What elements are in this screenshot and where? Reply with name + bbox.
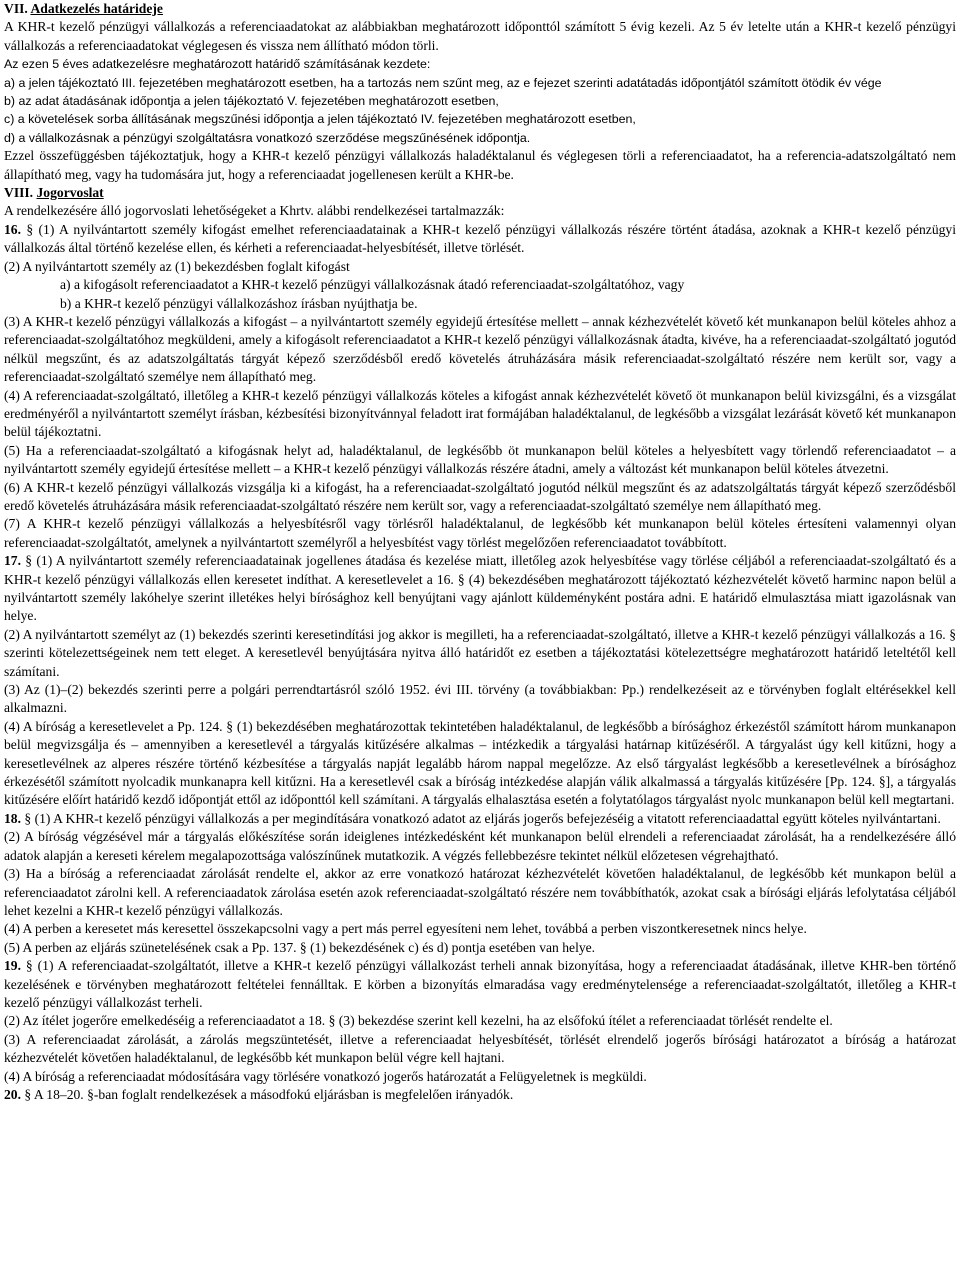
paragraph: (5) Ha a referenciaadat-szolgáltató a kifogásnak helyt ad, haladéktalanul, de legkésőbb öt munkanapon belül köteles a helyesbített vagy törlendő referenciaadatot – a nyilvántartott személy egyidejű értesítése mellett – a KHR-t kezelő pénzügyi vállalkozás részére átadni, amely a változást két munkanapon belül köteles átvezetni.	[4, 442, 956, 477]
section-heading-viii	[4, 184, 956, 202]
paragraph: (2) A nyilvántartott személyt az (1) bekezdés szerinti keresetindítási jog akkor is megilleti, ha a referenciaadat-szolgáltató, illetve a KHR-t kezelő pénzügyi vállalkozás a 16. § szerinti kötelezettségeinek nem tett eleget. A keresetlevél benyújtására nyitva álló határidőt ez esetben a tájékoztatási kötelezettségre meghatározott határidő leteltétől kell számítani.	[4, 626, 956, 679]
paragraph-19	[4, 957, 956, 1012]
list-item: c) a követelések sorba állításának megszűnési időpontja a jelen tájékoztató IV. fejezetében meghatározott esetben,	[4, 112, 636, 127]
paragraph: (3) A referenciaadat zárolását, a zárolás megszüntetését, illetve a referenciaadat helyesbítését, törlését elrendelő jogerős bírósági határozatot a bíróság a határozat kézhezvételét követően haladéktalanul, de legkésőbb két munkapon belül végre kell hajtani.	[4, 1031, 956, 1066]
paragraph-number: 20.	[4, 1086, 21, 1102]
paragraph: (4) A bíróság a referenciaadat módosítására vagy törlésére vonatkozó jogerős határozatát a Felügyeletnek is megküldi.	[4, 1068, 647, 1084]
paragraph-text: § (1) A nyilvántartott személy kifogást emelhet referenciaadatainak a KHR-t kezelő pénzügyi vállalkozás részére történt átadása, azoknak a KHR-t kezelő pénzügyi vállalkozás által történő kezelése ellen, és kérheti a referenciaadat-helyesbítését, illetve törlését.	[4, 221, 956, 256]
section-title: Adatkezelés határideje	[30, 1, 163, 16]
paragraph-18	[4, 810, 956, 828]
paragraph: (4) A bíróság a keresetlevelet a Pp. 124. § (1) bekezdésében meghatározottak tekintetében haladéktalanul, de legkésőbb a bírósághoz érkezéstől számított három munkanapon belül megvizsgálja és – amennyiben a keresetlevél a tárgyalás kitűzésére alkalmas – intézkedik a tárgyalási határnap kitűzéséről. A tárgyalást úgy kell kitűzni, hogy a keresetlevélnek az alperes részére történő kézbesítése a tárgyalás napját legalább három nappal megelőzze. Az első tárgyalást legkésőbb a keresetlevélnek a bírósághoz érkezésétől számított nyolcadik munkanapra kell kitűzni. Ha a keresetlevél csak a bíróság intézkedése alapján válik alkalmassá a tárgyalás kitűzésére [Pp. 124. §], a tárgyalás kitűzésére előírt határidő kezdő időpontját ettől az időponttól kell számítani. A tárgyalás elhalasztása esetén a folytatólagos tárgyalást nyolc munkanapon belül kell megtartani.	[4, 718, 956, 808]
paragraph: (3) Az (1)–(2) bekezdés szerinti perre a polgári perrendtartásról szóló 1952. évi III. törvény (a továbbiakban: Pp.) rendelkezéseit az e törvényben foglalt eltérésekkel kell alkalmazni.	[4, 682, 956, 716]
section-title: Jogorvoslat	[36, 185, 104, 201]
paragraph: (2) Az ítélet jogerőre emelkedéséig a referenciaadatot a 18. § (3) bekezdése szerint kell kezelni, ha az elsőfokú ítélet a referenciaadat törlését rendelte el.	[4, 1013, 833, 1029]
section-number: VIII.	[4, 185, 34, 201]
paragraph: A KHR-t kezelő pénzügyi vállalkozás a referenciaadatokat az alábbiakban meghatározott időponttól számított 5 évig kezeli. Az 5 év letelte után a KHR-t kezelő pénzügyi vállalkozás a referenciaadatokat véglegesen és vissza nem állítható módon törli.	[4, 19, 956, 53]
list-item: b) az adat átadásának időpontja a jelen tájékoztató V. fejezetében meghatározott esetben,	[4, 94, 499, 109]
paragraph: A rendelkezésére álló jogorvoslati lehetőségeket a Khrtv. alábbi rendelkezései tartalmazzák:	[4, 203, 505, 219]
list-item: a) a kifogásolt referenciaadatot a KHR-t kezelő pénzügyi vállalkozásnak átadó referenciaadat-szolgáltatóhoz, vagy	[60, 277, 685, 293]
section-number: VII.	[4, 1, 28, 16]
paragraph-number: 18.	[4, 810, 21, 826]
paragraph-number: 16.	[4, 221, 21, 237]
paragraph: (3) Ha a bíróság a referenciaadat zárolását rendelte el, akkor az erre vonatkozó határozat kézhezvételét követően haladéktalanul, de legkésőbb két munkapon belül a referenciaadatot zárolni kell. A referenciaadatok zárolása esetén azok referenciaadat-szolgáltató részére nem továbbíthatók, azokat csak a bírósági eljárás lefolytatása céljából lehet kezelni a KHR-t kezelő pénzügyi vállalkozás.	[4, 866, 956, 918]
paragraph: Az ezen 5 éves adatkezelésre meghatározott határidő számításának kezdete:	[4, 57, 431, 72]
paragraph: (7) A KHR-t kezelő pénzügyi vállalkozás a helyesbítésről vagy törlésről haladéktalanul, de legkésőbb két munkanapon belül köteles értesíteni valamennyi olyan referenciaadat-szolgáltatót, amelynek a nyilvántartott személyről a helyesbítést vagy törlést megelőzően referenciaadatot továbbított.	[4, 516, 956, 550]
paragraph-20	[4, 1086, 956, 1104]
paragraph: (4) A referenciaadat-szolgáltató, illetőleg a KHR-t kezelő pénzügyi vállalkozás köteles a kifogást annak kézhezvételét követő öt munkanapon belül kivizsgálni, és a vizsgálat eredményéről a nyilvántartott személyt írásban, kézbesítési bizonyítvánnyal feladott irat formájában haladéktalanul, de legkésőbb a vizsgálat lezárását követő két munkanapon belül tájékoztatni.	[4, 387, 956, 440]
paragraph-text: § (1) A KHR-t kezelő pénzügyi vállalkozás a per megindítására vonatkozó adatot az eljárás jogerős befejezéséig a vitatott referenciaadattal együtt köteles nyilvántartani.	[21, 810, 941, 826]
paragraph-text: § (1) A referenciaadat-szolgáltatót, illetve a KHR-t kezelő pénzügyi vállalkozást terheli annak bizonyítása, hogy a referenciaadat átadásának, illetve KHR-ben történő kezelésének e törvényben meghatározott feltételei fennálltak. E körben a bizonyítás elmaradása vagy eredménytelensége a referenciaadat-szolgáltatót, illetőleg a KHR-t kezelő pénzügyi vállalkozást terheli.	[4, 958, 956, 1010]
paragraph-16	[4, 221, 956, 258]
paragraph-text: § (1) A nyilvántartott személy referenciaadatainak jogellenes átadása és kezelése miatt, illetőleg azok helyesbítése vagy törlése céljából a referenciaadat-szolgáltató és a KHR-t kezelő pénzügyi vállalkozás ellen keresetet indíthat. A keresetlevelet a 16. § (4) bekezdésében meghatározott tájékoztató kézhezvételét követő harminc napon belül a nyilvántartott személy lakóhelye szerint illetékes helyi bírósághoz kell benyújtani vagy ajánlott küldeményként postára adni. E határidő elmulasztása miatt igazolásnak van helye.	[4, 553, 956, 624]
paragraph: (4) A perben a keresetet más keresettel összekapcsolni vagy a pert más perrel egyesíteni nem lehet, továbbá a perben viszontkeresetnek nincs helye.	[4, 921, 807, 937]
paragraph-number: 17.	[4, 553, 21, 569]
list-item: a) a jelen tájékoztató III. fejezetében meghatározott esetben, ha a tartozás nem szűnt meg, az e fejezet szerinti adatátadás időpontjától számított ötödik év vége	[4, 75, 882, 90]
paragraph: Ezzel összefüggésben tájékoztatjuk, hogy a KHR-t kezelő pénzügyi vállalkozás haladéktalanul és véglegesen törli a referenciaadatot, ha a referencia-adatszolgáltató nem állapítható meg, vagy ha tudomására jut, hogy a referenciaadat jogellenesen került a KHR-be.	[4, 148, 956, 182]
paragraph-number: 19.	[4, 958, 21, 974]
section-heading-vii	[4, 0, 956, 18]
paragraph: (3) A KHR-t kezelő pénzügyi vállalkozás a kifogást – a nyilvántartott személy egyidejű értesítése mellett – annak kézhezvételét követő két munkanapon belül köteles ahhoz a referenciaadat-szolgáltatóhoz megküldeni, amely a kifogásolt referenciaadatot a KHR-t kezelő pénzügyi vállalkozásnak átadta, kivéve, ha a referenciaadat-szolgáltató jogutód nélkül megszűnt, és az adatszolgáltatás tárgyát képező szerződésből eredő követelés átruházására másik referenciaadat-szolgáltató részére nem került sor, vagy a referenciaadat-szolgáltató személye nem állapítható meg.	[4, 313, 956, 385]
paragraph-text: § A 18–20. §-ban foglalt rendelkezések a másodfokú eljárásban is megfelelően irányadók.	[21, 1086, 514, 1102]
paragraph: (2) A nyilvántartott személy az (1) bekezdésben foglalt kifogást	[4, 258, 350, 274]
paragraph: (2) A bíróság végzésével már a tárgyalás előkészítése során ideiglenes intézkedésként két munkanapon belül elrendeli a referenciaadat zárolását, ha a rendelkezésére álló adatok alapján a kereseti kérelem megalapozottsága valószínűnek mutatkozik. A végzés fellebbezésre tekintet nélkül előzetesen végrehajtható.	[4, 829, 956, 863]
list-item: d) a vállalkozásnak a pénzügyi szolgáltatásra vonatkozó szerződése megszűnésének időpontja.	[4, 130, 531, 145]
list-item: b) a KHR-t kezelő pénzügyi vállalkozáshoz írásban nyújthatja be.	[60, 295, 418, 311]
paragraph-17	[4, 552, 956, 626]
paragraph: (5) A perben az eljárás szünetelésének csak a Pp. 137. § (1) bekezdésének c) és d) pontja esetében van helye.	[4, 939, 596, 955]
paragraph: (6) A KHR-t kezelő pénzügyi vállalkozás vizsgálja ki a kifogást, ha a referenciaadat-szolgáltató jogutód nélkül megszűnt és az adatszolgáltatás tárgyát képező szerződésből eredő követelés átruházására másik referenciaadat-szolgáltató részére nem került sor, vagy a referenciaadat-szolgáltató személye nem állapítható meg.	[4, 479, 956, 513]
